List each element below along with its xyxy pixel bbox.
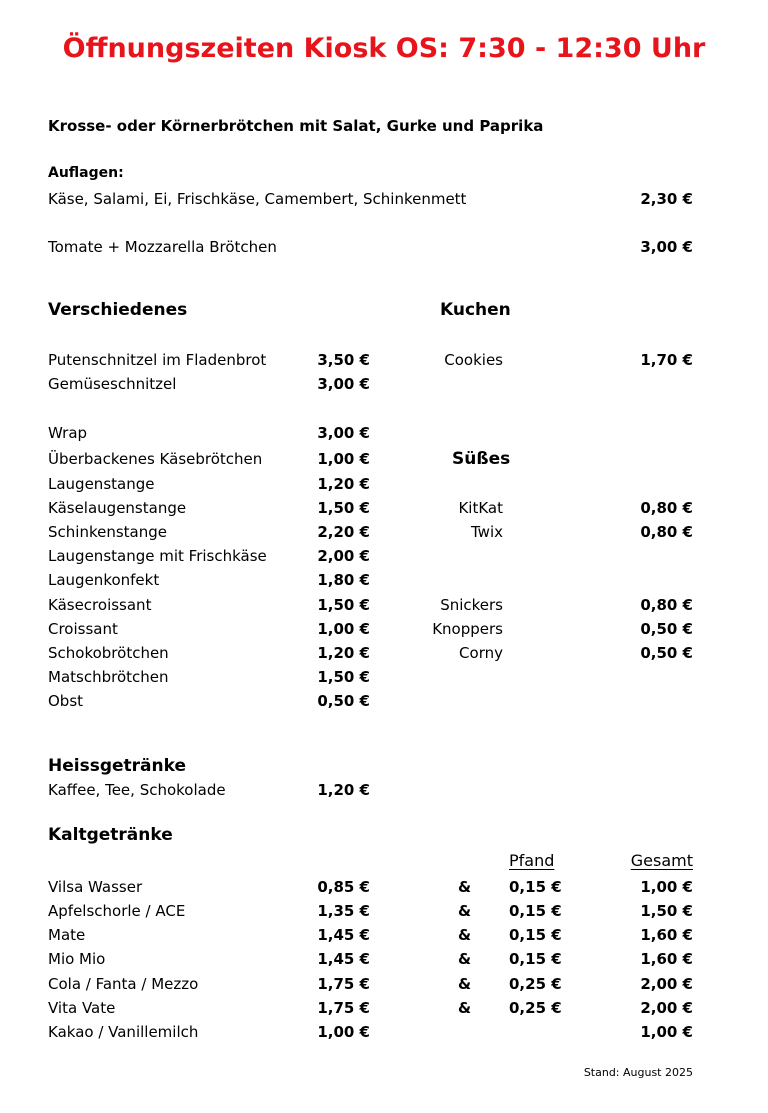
item-price: 1,20 € — [317, 644, 370, 662]
column-header-gesamt: Gesamt — [630, 851, 693, 870]
item-price: 1,20 € — [317, 475, 370, 493]
item-price: 1,50 € — [317, 668, 370, 686]
item-price: 0,80 € — [640, 596, 693, 614]
ampersand: & — [458, 878, 472, 896]
item-price: 1,75 € — [317, 975, 370, 993]
suesses-heading: Süßes — [452, 449, 511, 469]
item-price: 1,45 € — [317, 950, 370, 968]
list-item: Cookies — [444, 351, 503, 369]
list-item: Mio Mio — [48, 950, 106, 968]
pfand-value: 0,15 € — [509, 902, 562, 920]
item-price: 1,75 € — [317, 999, 370, 1017]
item-price: 1,00 € — [317, 450, 370, 468]
page-title: Öffnungszeiten Kiosk OS: 7:30 - 12:30 Uhr — [62, 33, 706, 64]
total-value: 1,00 € — [640, 878, 693, 896]
item-price: 2,00 € — [317, 547, 370, 565]
list-item: Croissant — [48, 620, 118, 638]
list-item: KitKat — [458, 499, 503, 517]
tomate-text: Tomate + Mozzarella Brötchen — [48, 238, 277, 256]
tomate-price: 3,00 € — [640, 238, 693, 256]
list-item: Laugenkonfekt — [48, 571, 160, 589]
pfand-value: 0,15 € — [509, 878, 562, 896]
heissgetraenke-heading: Heissgetränke — [48, 756, 186, 776]
item-price: 0,80 € — [640, 499, 693, 517]
pfand-value: 0,25 € — [509, 975, 562, 993]
list-item: Corny — [459, 644, 503, 662]
ampersand: & — [458, 950, 472, 968]
item-price: 1,35 € — [317, 902, 370, 920]
item-price: 1,20 € — [317, 781, 370, 799]
ampersand: & — [458, 999, 472, 1017]
list-item: Kaffee, Tee, Schokolade — [48, 781, 226, 799]
item-price: 1,50 € — [317, 499, 370, 517]
list-item: Käselaugenstange — [48, 499, 187, 517]
pfand-value: 0,15 € — [509, 926, 562, 944]
total-value: 2,00 € — [640, 999, 693, 1017]
list-item: Laugenstange — [48, 475, 155, 493]
list-item: Snickers — [440, 596, 503, 614]
list-item: Schinkenstange — [48, 523, 167, 541]
list-item: Laugenstange mit Frischkäse — [48, 547, 267, 565]
kuchen-heading: Kuchen — [440, 300, 511, 320]
item-price: 1,80 € — [317, 571, 370, 589]
list-item: Gemüseschnitzel — [48, 375, 177, 393]
verschiedenes-heading: Verschiedenes — [48, 300, 188, 320]
item-price: 0,50 € — [640, 644, 693, 662]
list-item: Twix — [471, 523, 503, 541]
item-price: 1,70 € — [640, 351, 693, 369]
list-item: Mate — [48, 926, 86, 944]
total-value: 1,00 € — [640, 1023, 693, 1041]
item-price: 1,00 € — [317, 1023, 370, 1041]
kaltgetraenke-heading: Kaltgetränke — [48, 825, 173, 845]
item-price: 0,50 € — [640, 620, 693, 638]
total-value: 1,60 € — [640, 950, 693, 968]
list-item: Wrap — [48, 424, 88, 442]
item-price: 2,20 € — [317, 523, 370, 541]
list-item: Cola / Fanta / Mezzo — [48, 975, 199, 993]
item-price: 0,85 € — [317, 878, 370, 896]
ampersand: & — [458, 926, 472, 944]
list-item: Putenschnitzel im Fladenbrot — [48, 351, 267, 369]
item-price: 3,50 € — [317, 351, 370, 369]
stand-date: Stand: August 2025 — [583, 1066, 693, 1079]
item-price: 1,45 € — [317, 926, 370, 944]
item-price: 1,00 € — [317, 620, 370, 638]
list-item: Apfelschorle / ACE — [48, 902, 186, 920]
total-value: 1,60 € — [640, 926, 693, 944]
column-header-pfand: Pfand — [509, 851, 555, 870]
auflagen-text: Käse, Salami, Ei, Frischkäse, Camembert, Schinkenmett — [48, 190, 467, 208]
list-item: Käsecroissant — [48, 596, 152, 614]
item-price: 1,50 € — [317, 596, 370, 614]
list-item: Überbackenes Käsebrötchen — [48, 450, 263, 468]
list-item: Knoppers — [432, 620, 503, 638]
pfand-value: 0,25 € — [509, 999, 562, 1017]
list-item: Matschbrötchen — [48, 668, 169, 686]
item-price: 3,00 € — [317, 424, 370, 442]
ampersand: & — [458, 902, 472, 920]
total-value: 2,00 € — [640, 975, 693, 993]
list-item: Vilsa Wasser — [48, 878, 143, 896]
list-item: Vita Vate — [48, 999, 116, 1017]
list-item: Kakao / Vanillemilch — [48, 1023, 199, 1041]
ampersand: & — [458, 975, 472, 993]
item-price: 0,80 € — [640, 523, 693, 541]
list-item: Schokobrötchen — [48, 644, 169, 662]
list-item: Obst — [48, 692, 84, 710]
auflagen-price: 2,30 € — [640, 190, 693, 208]
broetchen-heading: Krosse- oder Körnerbrötchen mit Salat, Gurke und Paprika — [48, 117, 544, 135]
pfand-value: 0,15 € — [509, 950, 562, 968]
item-price: 0,50 € — [317, 692, 370, 710]
total-value: 1,50 € — [640, 902, 693, 920]
item-price: 3,00 € — [317, 375, 370, 393]
auflagen-label: Auflagen: — [48, 165, 124, 181]
